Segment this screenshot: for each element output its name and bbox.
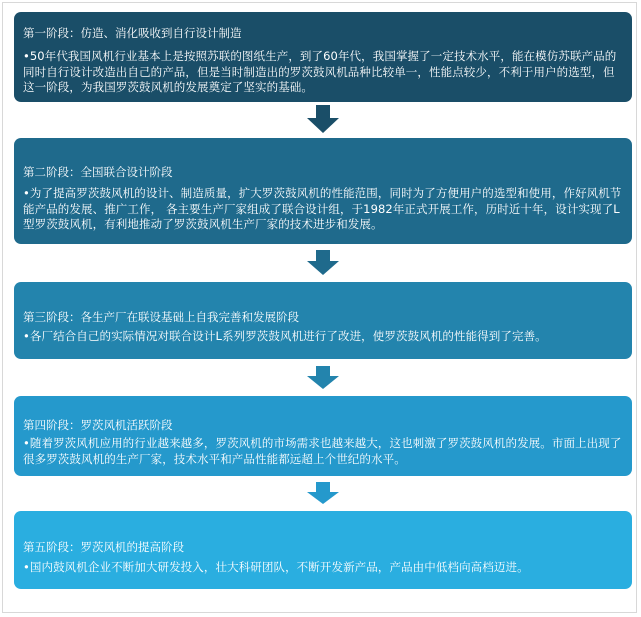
stage-1-title: 第一阶段：仿造、消化吸收到自行设计制造 <box>23 26 242 40</box>
arrow-down-2 <box>307 250 339 275</box>
stage-5-body: •国内鼓风机企业不断加大研发投入，壮大科研团队，不断开发新产品，产品由中低档向高档迈进。 <box>23 560 529 574</box>
stage-5-box <box>14 511 632 589</box>
arrow-down-4 <box>307 482 339 504</box>
arrow-down-3 <box>307 366 339 389</box>
arrow-down-3-shape <box>307 366 339 389</box>
stage-3-title: 第三阶段：各生产厂在联设基础上自我完善和发展阶段 <box>23 310 299 324</box>
arrow-down-2-shape <box>307 250 339 275</box>
stage-2-title: 第二阶段：全国联合设计阶段 <box>23 165 173 179</box>
stage-2-box <box>14 138 632 244</box>
stage-5-title: 第五阶段：罗茨风机的提高阶段 <box>23 540 184 554</box>
arrow-down-1-shape <box>307 105 339 133</box>
stage-4-body: •随着罗茨风机应用的行业越来越多，罗茨风机的市场需求也越来越大，这也刺激了罗茨鼓风机的发展。市面上出现了很多罗茨鼓风机的生产厂家，技术水平和产品性能都远超上个世纪的水平。 <box>23 436 622 466</box>
arrow-down-1 <box>307 105 339 133</box>
stage-2-body: •为了提高罗茨鼓风机的设计、制造质量，扩大罗茨鼓风机的性能范围，同时为了方便用户的选型和使用，作好风机节能产品的发展、推广工作， 各主要生产厂家组成了联合设计组，于1982年正式开展工作，历时近十年，设计实现了L型罗茨鼓风机，有利地推动了罗茨鼓风机生产厂家的技术进步和发展。 <box>23 186 622 231</box>
stage-1-box <box>14 12 632 102</box>
stage-1-body: •50年代我国风机行业基本上是按照苏联的图纸生产，到了60年代，我国掌握了一定技术水平，能在模仿苏联产品的同时自行设计改造出自己的产品，但是当时制造出的罗茨鼓风机品种比较单一，性能点较少，不利于用户的选型，但这一阶段，为我国罗茨鼓风机的发展奠定了坚实的基础。 <box>23 49 617 94</box>
stage-3-box <box>14 282 632 359</box>
stage-4-title: 第四阶段：罗茨风机活跃阶段 <box>23 418 173 432</box>
arrow-down-4-shape <box>307 482 339 504</box>
stage-3-body: •各厂结合自己的实际情况对联合设计L系列罗茨鼓风机进行了改进，使罗茨鼓风机的性能得到了完善。 <box>23 329 547 343</box>
stage-4-box <box>14 396 632 476</box>
